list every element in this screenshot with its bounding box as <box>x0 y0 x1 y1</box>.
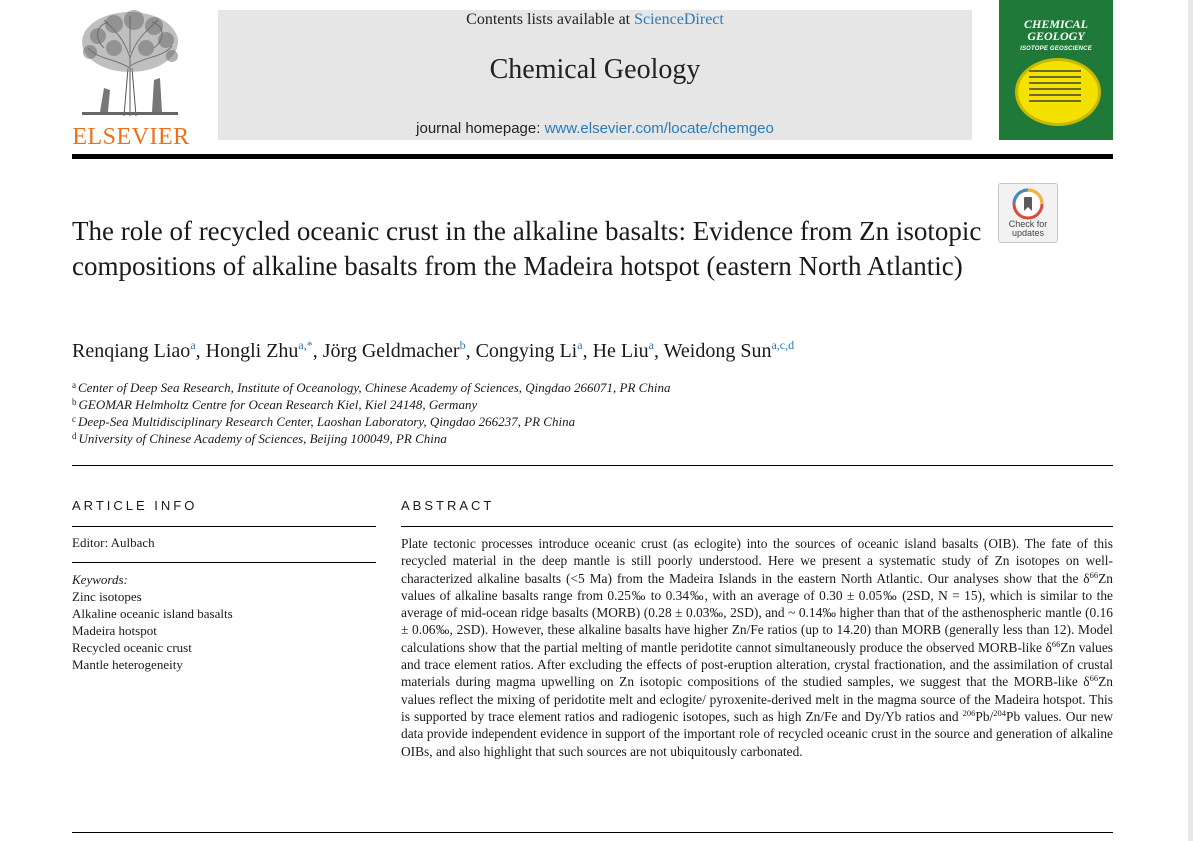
updates-line-2: updates <box>1011 228 1045 238</box>
author-name: He Liu <box>592 340 649 362</box>
cover-title-line-1: CHEMICAL <box>1023 17 1089 31</box>
elsevier-tree-icon <box>74 8 186 120</box>
affiliation <box>72 380 1112 396</box>
author-separator: , <box>465 340 476 362</box>
author-affiliation-mark[interactable]: a <box>577 338 583 352</box>
keyword-item[interactable]: Zinc isotopes <box>72 589 142 604</box>
author-separator: , <box>195 340 206 362</box>
check-for-updates-label <box>999 220 1057 238</box>
author[interactable] <box>323 340 466 362</box>
homepage-prefix: journal homepage: <box>416 120 545 137</box>
author-list <box>72 338 1112 363</box>
scrollbar-track[interactable] <box>1188 0 1193 841</box>
cover-subtitle: ISOTOPE GEOSCIENCE <box>1020 46 1092 52</box>
abstract-body <box>401 535 1113 760</box>
keyword-item[interactable]: Mantle heterogeneity <box>72 657 183 672</box>
journal-homepage-link[interactable]: www.elsevier.com/locate/chemgeo <box>544 120 774 137</box>
affiliation-mark: d <box>72 431 77 441</box>
author[interactable] <box>593 340 654 362</box>
author-name: Jörg Geldmacher <box>322 340 460 362</box>
abstract-segment: Pb/ <box>975 708 994 724</box>
abstract-superscript: 204 <box>993 707 1006 718</box>
header-divider <box>72 154 1113 159</box>
abstract-segment: Zn values reflect the mixing of peridotite melt and eclogite/ pyroxenite-derived melt in the magma source of the Madeira hotspot. This is supported by trace element ratios and radiogenic isotopes, such as high Zn/Fe and Dy/Yb ratios and <box>401 674 1113 724</box>
affiliation-mark: a <box>72 380 76 390</box>
author-separator: , <box>653 340 664 362</box>
abstract-segment: Zn values and trace element ratios. After excluding the effects of post-eruption alteration, crystal fractionation, and the assimilation of crustal materials during magma upwelling on Zn isotopic compositions of the studied samples, we suggest that the MORB-like δ <box>401 639 1113 690</box>
contents-prefix: Contents lists available at <box>466 11 635 28</box>
affiliation <box>72 431 1112 447</box>
contents-line <box>218 11 972 29</box>
affiliation-text: University of Chinese Academy of Sciences, Beijing 100049, PR China <box>78 431 447 446</box>
article-info-heading: ARTICLE INFO <box>72 498 198 513</box>
editor-line: Editor: Aulbach <box>72 535 155 550</box>
affiliation-mark: b <box>72 397 77 407</box>
abstract-superscript: 66 <box>1089 569 1099 580</box>
author-affiliation-mark[interactable]: a,* <box>298 338 313 352</box>
author[interactable] <box>206 340 313 362</box>
affiliation <box>72 397 1112 413</box>
affiliation-text: Deep-Sea Multidisciplinary Research Center, Laoshan Laboratory, Qingdao 266237, PR China <box>78 414 576 429</box>
author-name: Hongli Zhu <box>205 340 299 362</box>
abstract-heading: ABSTRACT <box>401 498 495 513</box>
abstract-segment: Plate tectonic processes introduce oceanic crust (as eclogite) into the sources of oceanic island basalts (OIB). The fate of this recycled material in the deep mantle is still poorly understood. Here we present a systematic study of Zn isotopes on well-characterized alkaline basalts (<5 Ma) from the Madeira Islands in the eastern North Atlantic. Our analyses show that the δ <box>401 536 1113 586</box>
affiliation-mark: c <box>72 414 76 424</box>
author-affiliation-mark[interactable]: a <box>648 338 654 352</box>
affiliation <box>72 414 1112 430</box>
cover-title-line-2: GEOLOGY <box>1027 29 1085 43</box>
cover-title <box>999 18 1113 42</box>
author-separator: , <box>312 340 323 362</box>
article-info-divider <box>72 526 376 527</box>
affiliation-text: GEOMAR Helmholtz Centre for Ocean Research Kiel, Kiel 24148, Germany <box>78 397 478 412</box>
cover-contents-lines <box>1029 70 1081 106</box>
affiliation-text: Center of Deep Sea Research, Institute of Oceanology, Chinese Academy of Sciences, Qingdao 266071, PR China <box>78 380 671 395</box>
author-name: Weidong Sun <box>663 340 772 362</box>
abstract-segment: Zn values of alkaline basalts range from 0.25‰ to 0.34‰, with an average of 0.30 ± 0.05‰ (2SD, N = 15), which is similar to the average of mid-ocean ridge basalts (MORB) (0.28 ± 0.03‰, 2SD), and ~ 0.14‰ higher than that of the asthenospheric mantle (0.16 ± 0.06‰, 2SD). However, these alkaline basalts have higher Zn/Fe ratios (up to 14.20) than MORB (generally less than 12). Model calculations show that the partial melting of mantle peridotite cannot simultaneously produce the observed MORB-like δ <box>401 570 1113 655</box>
author[interactable] <box>664 340 795 362</box>
journal-title: Chemical Geology <box>489 54 701 85</box>
editor-divider <box>72 562 376 563</box>
author[interactable] <box>72 340 196 362</box>
abstract-divider <box>401 526 1113 527</box>
abstract-segment: Pb values. Our new data provide independent evidence in support of the important role of recycled oceanic crust in the source and generation of alkaline OIBs, and also highlight that such sources are not ubiquitously carbonated. <box>401 708 1113 759</box>
keyword-item[interactable]: Madeira hotspot <box>72 623 157 638</box>
affiliation-divider <box>72 465 1113 466</box>
article-title: The role of recycled oceanic crust in the alkaline basalts: Evidence from Zn isotopic compositions of alkaline basalts from the Madeira hotspot (eastern North Atlantic) <box>72 216 982 281</box>
journal-banner <box>218 10 972 140</box>
keywords-heading: Keywords: <box>72 572 128 587</box>
keyword-item[interactable]: Alkaline oceanic island basalts <box>72 606 233 621</box>
author-name: Renqiang Liao <box>72 340 191 362</box>
author-affiliation-mark[interactable]: a <box>190 338 196 352</box>
homepage-line <box>218 120 972 137</box>
check-for-updates-button[interactable] <box>998 183 1058 243</box>
footer-divider <box>72 832 1113 833</box>
updates-line-1: Check for <box>1008 219 1048 229</box>
journal-cover[interactable] <box>999 0 1113 140</box>
author-name: Congying Li <box>475 340 578 362</box>
elsevier-logo[interactable] <box>70 8 192 150</box>
author-affiliation-mark[interactable]: a,c,d <box>771 338 795 352</box>
publisher-name: ELSEVIER <box>72 124 190 150</box>
check-for-updates-icon <box>1012 188 1044 220</box>
author-affiliation-mark[interactable]: b <box>459 338 466 352</box>
sciencedirect-link[interactable]: ScienceDirect <box>634 11 724 28</box>
author-separator: , <box>582 340 593 362</box>
author[interactable] <box>476 340 583 362</box>
abstract-superscript: 66 <box>1051 638 1061 649</box>
abstract-superscript: 66 <box>1089 673 1099 684</box>
abstract-superscript: 206 <box>962 707 976 718</box>
keyword-item[interactable]: Recycled oceanic crust <box>72 640 192 655</box>
